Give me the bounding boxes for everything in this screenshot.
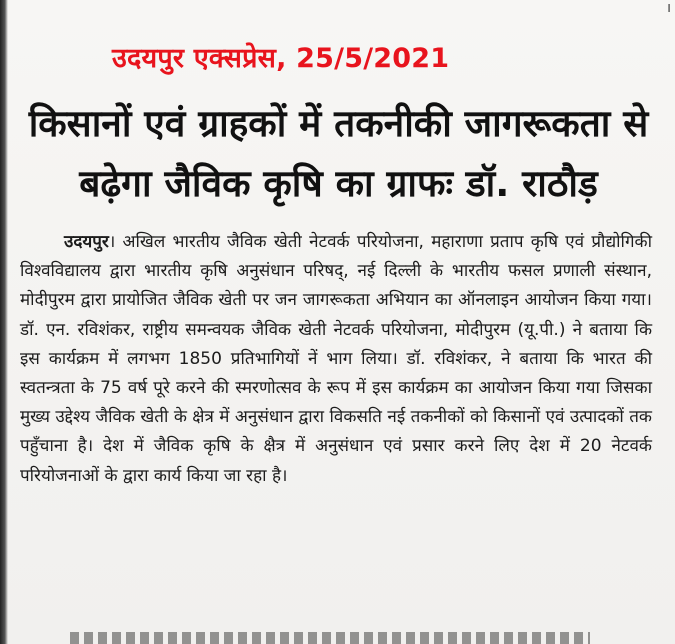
corner-mark: ı (667, 0, 671, 16)
dateline: उदयपुर (64, 232, 109, 252)
headline-line-2: बढ़ेगा जैविक कृषि का ग्राफः डॉ. राठौड़ (79, 162, 598, 205)
scan-edge-shadow (0, 0, 8, 644)
source-label: उदयपुर एक्सप्रेस, 25/5/2021 (112, 43, 450, 74)
article-paragraph: । अखिल भारतीय जैविक खेती नेटवर्क परियोजना, महाराणा प्रताप कृषि एवं प्रौद्योगिकी विश्वविद्यालय द्वारा भारतीय कृषि अनुसंधान परिषद्, नई दिल्ली के भारतीय फसल प्रणाली संस्थान, मोदीपुरम द्वारा प्रायोजित जैविक खेती पर जन जागरूकता अभियान का ऑनलाइन आयोजन किया गया। डॉ. एन. रविशंकर, राष्ट्रीय समन्वयक जैविक खेती नेटवर्क परियोजना, मोदीपुरम (यू.पी.) ने बताया कि इस कार्यक्रम में लगभग 1850 प्रतिभागियों नें भाग लिया। डॉ. रविशंकर, ने बताया कि भारत की स्वतन्त्रता के 75 वर्ष पूरे करने की स्मरणोत्सव के रूप में इस कार्यक्रम का आयोजन किया गया जिसका मुख्य उद्देश्य जैविक खेती के क्षेत्र में अनुसंधान द्वारा विकसति नई तकनीकों को किसानों एवं उत्पादकों तक पहुँचाना है। देश में जैविक कृषि के क्षैत्र में अनुसंधान एवं प्रसार करने लिए देश में 20 नेटवर्क परियोजनाओं के द्वारा कार्य किया जा रहा है। (20, 232, 652, 486)
cut-off-next-line (70, 632, 590, 644)
headline (16, 94, 661, 214)
headline-line-1: किसानों एवं ग्राहकों में तकनीकी जागरूकता से (28, 102, 649, 145)
article-body (20, 228, 652, 491)
